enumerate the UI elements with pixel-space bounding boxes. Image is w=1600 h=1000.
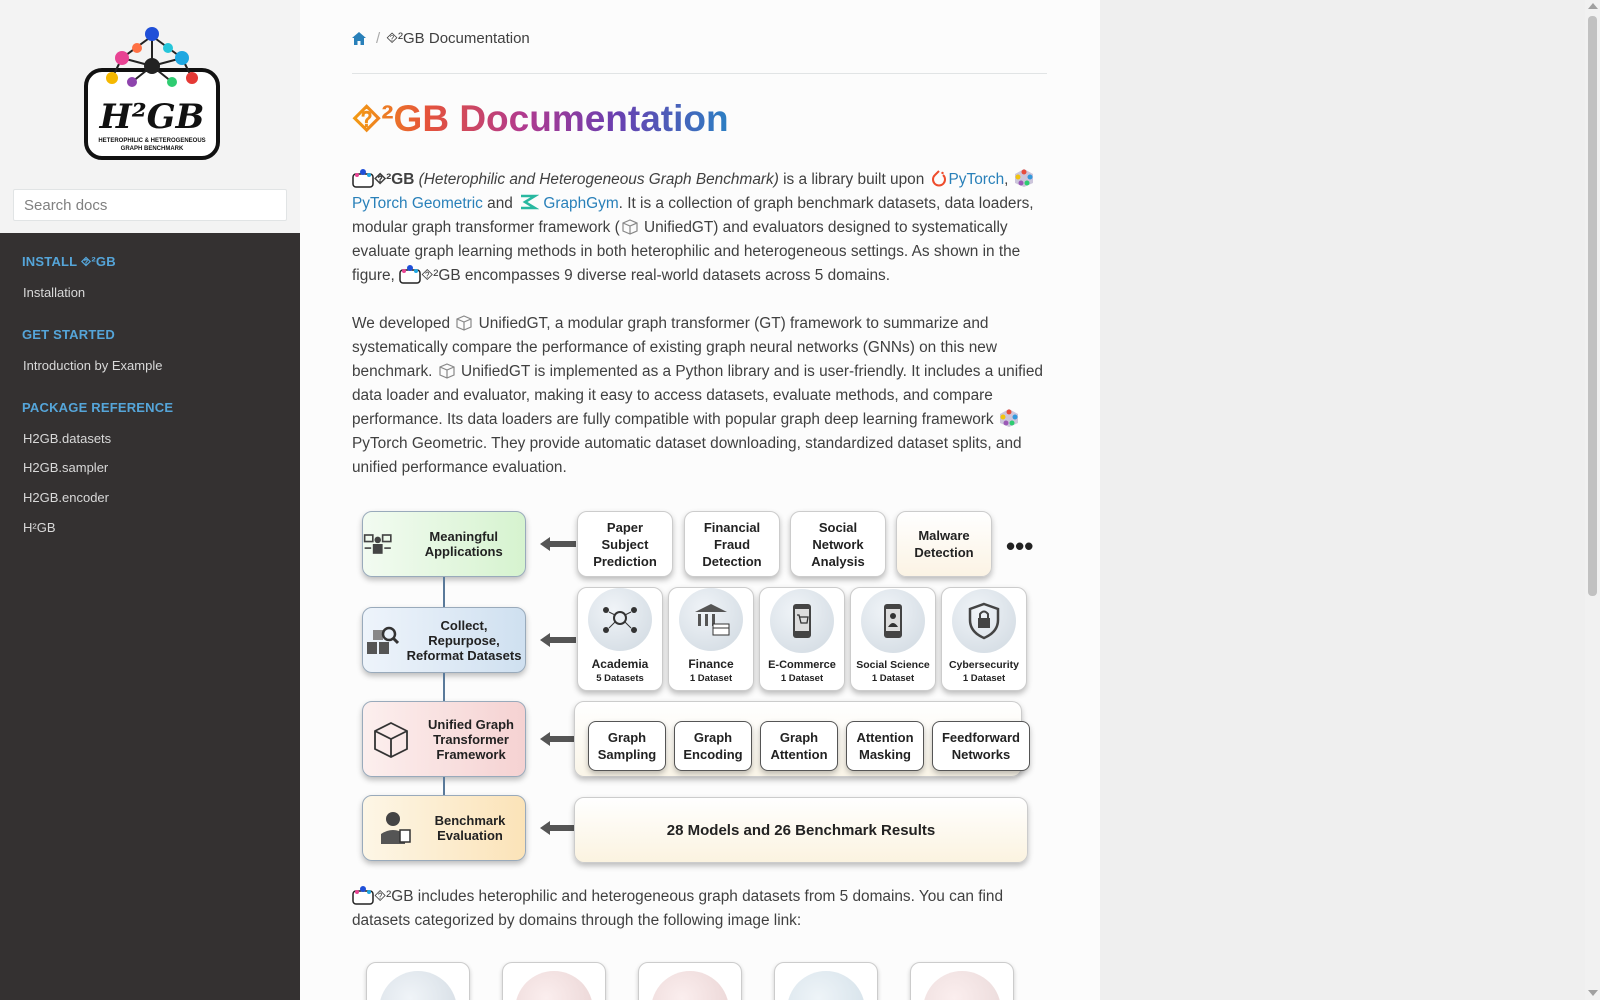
intro-text-3: ) and evaluators designed to systematically evaluate graph learning methods in both heterophilic and heterogeneous settings. As shown in the figure,	[352, 219, 1021, 284]
phone-cart-icon	[770, 589, 834, 653]
domain-card-finance[interactable]	[668, 587, 754, 691]
graphgym-icon	[517, 192, 539, 212]
breadcrumb-current: ⯑²GB Documentation	[386, 30, 530, 47]
nav-link-h2gb-encoder[interactable]: H2GB.encoder	[23, 490, 109, 505]
bank-icon	[679, 588, 743, 651]
intro-text-1: is a library built upon	[778, 171, 929, 188]
h2gb-mini-logo-icon	[352, 168, 374, 188]
unified-gt-framework-box	[362, 701, 526, 777]
h2gb-fullname: (Heterophilic and Heterogeneous Graph Benchmark)	[418, 171, 779, 188]
application-label: Paper Subject Prediction	[593, 519, 657, 569]
domain-name: Social Science	[856, 659, 930, 671]
flow-connector	[443, 777, 445, 795]
h2gb-mini-logo-icon	[352, 885, 374, 905]
application-card	[684, 511, 780, 577]
unifiedgt-text: UnifiedGT	[639, 219, 714, 236]
meaningful-applications-box	[362, 511, 526, 577]
pyg-icon	[998, 408, 1020, 428]
domain-link-cybersecurity[interactable]	[910, 962, 1014, 1000]
collect-datasets-box	[362, 607, 526, 673]
benchmark-evaluation-box	[362, 795, 526, 861]
intro-comma: ,	[1004, 171, 1013, 188]
breadcrumb-divider	[352, 73, 1047, 74]
domain-count: 1 Dataset	[780, 673, 824, 684]
domain-name: Academia	[591, 657, 649, 671]
flow-connector	[443, 673, 445, 701]
p3-text: includes heterophilic and heterogeneous graph datasets from 5 domains. You can find datasets categorized by domains through the following image link:	[352, 888, 1004, 929]
domain-name: Finance	[688, 657, 734, 671]
left-arrow-icon	[540, 537, 576, 551]
domain-card-academia[interactable]	[577, 587, 663, 691]
sidebar-header	[0, 0, 300, 233]
nav-link-installation[interactable]: Installation	[23, 285, 86, 300]
p2-text-3: is implemented as a Python library and is user-friendly. It includes a unified data loader and evaluator, making it easy to access datasets, evaluate methods, and compare performance. Its data loaders are fully compatible with popular graph deep learning framework	[352, 363, 1043, 428]
h2gb-logo[interactable]	[82, 22, 222, 162]
left-arrow-icon	[540, 821, 576, 835]
pytorch-link[interactable]: PyTorch	[948, 171, 1005, 188]
intro-text-4: encompasses 9 diverse real-world datasets across 5 domains.	[460, 267, 891, 284]
application-label: Social Network Analysis	[811, 519, 865, 569]
svg-text:GRAPH BENCHMARK: GRAPH BENCHMARK	[120, 146, 184, 152]
unifiedgt-text: UnifiedGT	[456, 363, 530, 380]
p2-text-4: . They provide automatic dataset downloading, standardized dataset splits, and unified performance evaluation.	[352, 435, 1022, 476]
component-chip	[760, 721, 838, 771]
intro-and: and	[482, 195, 518, 212]
intro-text-2: . It is a collection of graph benchmark datasets, data loaders, modular graph transformer framework (	[352, 195, 1034, 236]
unifiedgt-paragraph	[352, 312, 1052, 480]
domain-card-social-science[interactable]	[850, 587, 936, 691]
cube-icon	[454, 314, 474, 332]
results-box	[574, 797, 1028, 863]
application-label: Malware Detection	[914, 528, 974, 560]
meaningful-applications-label: Meaningful Applications	[424, 529, 503, 559]
nav-link-h2gb[interactable]: H²GB	[23, 520, 56, 535]
phone-user-icon	[861, 589, 925, 653]
p2-text-2: , a modular graph transformer (GT) framework to summarize and systematically compare the performance of existing graph neural networks (GNNs) on this new benchmark.	[352, 315, 997, 380]
domain-link-social-science[interactable]	[774, 962, 878, 1000]
domain-card-ecommerce[interactable]	[759, 587, 845, 691]
search-input[interactable]	[13, 189, 287, 221]
application-card	[577, 511, 673, 577]
domain-count: 5 Datasets	[596, 673, 644, 684]
component-label: Graph Sampling	[597, 730, 657, 762]
domain-count: 1 Dataset	[962, 673, 1006, 684]
benchmark-evaluation-label: Benchmark Evaluation	[434, 813, 506, 843]
pyg-text: PyTorch Geometric	[352, 435, 483, 452]
evaluator-icon	[378, 810, 412, 846]
pytorch-icon	[929, 168, 949, 188]
cube-icon	[371, 719, 411, 759]
component-chip	[674, 721, 752, 771]
h2gb-brand-text: ⯑²GB	[374, 171, 415, 188]
nav-caption-install: INSTALL ⯑²GB	[22, 254, 116, 269]
cube-icon	[437, 362, 457, 380]
domain-link-ecommerce[interactable]	[638, 962, 742, 1000]
domains-paragraph	[352, 885, 1052, 933]
academia-icon	[588, 588, 652, 651]
breadcrumb-separator: /	[376, 30, 381, 47]
unifiedgt-text: UnifiedGT	[474, 315, 547, 332]
domain-card-cybersecurity[interactable]	[941, 587, 1027, 691]
component-label: Feedforward Networks	[941, 730, 1020, 762]
application-card	[896, 511, 992, 577]
unified-gt-framework-label: Unified Graph Transformer Framework	[428, 716, 514, 762]
component-chip	[932, 721, 1030, 771]
page-title: ⯑²GB Documentation	[352, 98, 729, 139]
scroll-up-icon[interactable]	[1588, 3, 1598, 9]
home-icon[interactable]	[352, 32, 366, 45]
domain-link-academia[interactable]	[366, 962, 470, 1000]
pyg-icon	[1013, 168, 1035, 188]
graphgym-link[interactable]: GraphGym	[543, 195, 619, 212]
breadcrumb	[352, 30, 530, 47]
svg-text:H²GB: H²GB	[99, 97, 205, 137]
nav-caption-package-reference: PACKAGE REFERENCE	[22, 400, 174, 415]
h2gb-brand-text-2: ⯑²GB	[421, 267, 461, 284]
svg-text:HETEROPHILIC & HETEROGENEOUS: HETEROPHILIC & HETEROGENEOUS	[98, 138, 206, 144]
component-label: Graph Attention	[770, 730, 828, 762]
component-chip	[588, 721, 666, 771]
dataset-search-icon	[365, 624, 399, 656]
shield-lock-icon	[952, 589, 1016, 653]
component-chip	[846, 721, 924, 771]
p2-text-1: We developed	[352, 315, 455, 332]
h2gb-mini-logo-icon	[399, 264, 421, 284]
scrollbar-thumb[interactable]	[1588, 16, 1597, 596]
domain-count: 1 Dataset	[689, 673, 733, 684]
flow-connector	[443, 577, 445, 607]
component-label: Attention Masking	[856, 730, 914, 762]
right-margin	[1100, 0, 1600, 1000]
nav-link-h2gb-sampler[interactable]: H2GB.sampler	[23, 460, 109, 475]
left-arrow-icon	[540, 732, 576, 746]
nav-link-h2gb-datasets[interactable]: H2GB.datasets	[23, 431, 112, 446]
domain-link-finance[interactable]	[502, 962, 606, 1000]
collect-datasets-label: Collect, Repurpose, Reformat Datasets	[406, 617, 522, 663]
domain-count: 1 Dataset	[871, 673, 915, 684]
domain-name: E-Commerce	[768, 659, 836, 671]
results-label: 28 Models and 26 Benchmark Results	[666, 821, 936, 839]
cube-icon	[620, 218, 640, 236]
applications-icon	[363, 529, 392, 559]
nav-caption-get-started: GET STARTED	[22, 327, 115, 342]
application-card	[790, 511, 886, 577]
left-arrow-icon	[540, 633, 576, 647]
pyg-link[interactable]: PyTorch Geometric	[352, 195, 483, 212]
application-label: Financial Fraud Detection	[702, 519, 762, 569]
h2gb-brand-text-3: ⯑²GB	[374, 888, 414, 905]
sidebar	[0, 0, 300, 1000]
nav-link-introduction-by-example[interactable]: Introduction by Example	[23, 358, 163, 373]
intro-paragraph	[352, 168, 1052, 288]
scroll-down-icon[interactable]	[1588, 990, 1598, 996]
domain-name: Cybersecurity	[948, 659, 1020, 671]
component-label: Graph Encoding	[683, 730, 743, 762]
more-indicator: •••	[1006, 531, 1034, 561]
h2gb-overview-figure	[352, 505, 1042, 865]
